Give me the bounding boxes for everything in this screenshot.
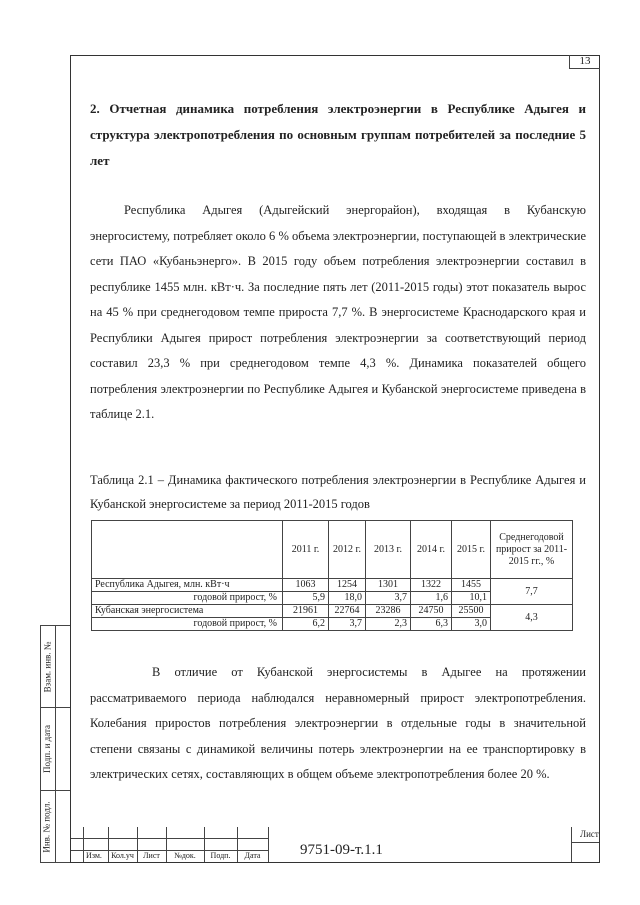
table-cell: 3,7 [366,592,411,605]
stamp-label: Изм. [86,851,102,860]
consumption-table [91,520,573,631]
table-cell: 6,2 [283,618,329,631]
table-header-row [92,521,573,579]
table-cell: 22764 [329,605,366,618]
table-cell: 1455 [452,579,491,592]
table-row [92,605,573,618]
table-header-empty [92,521,283,579]
table-header-cell: 2013 г. [366,521,411,579]
side-label-replace-inv: Взам. инв. № [42,641,52,692]
stamp-label: №док. [174,851,196,860]
row-label: Кубанская энергосистема [92,605,283,618]
table-cell: 5,9 [283,592,329,605]
stamp-label: Кол.уч [111,851,134,860]
table-cell: 1322 [411,579,452,592]
row-label: годовой прирост, % [92,618,283,631]
stamp-label: Дата [244,851,261,860]
table-caption: Таблица 2.1 – Динамика фактического потребления электроэнергии в Республике Адыгея и Кубанской энергосистеме за период 2011-2015 годов [90,473,586,511]
table-cell: 2,3 [366,618,411,631]
sheet-label: Лист [580,829,599,839]
side-label-orig-inv: Инв. № подл. [42,801,52,853]
table-cell: 3,0 [452,618,491,631]
table-cell: 1,6 [411,592,452,605]
table-cell: 6,3 [411,618,452,631]
table-cell: 21961 [283,605,329,618]
avg-growth-cell: 4,3 [491,605,573,631]
table-cell: 23286 [366,605,411,618]
table-header-cell: 2012 г. [329,521,366,579]
stamp-label: Подп. [210,851,231,860]
table-header-cell: Среднегодовой прирост за 2011-2015 гг., % [491,521,573,579]
table-cell: 18,0 [329,592,366,605]
table-header-cell: 2014 г. [411,521,452,579]
stamp-label: Лист [143,851,160,860]
table-cell: 1063 [283,579,329,592]
table-header-cell: 2011 г. [283,521,329,579]
document-code: 9751-09-т.1.1 [300,842,383,858]
page-number: 13 [569,55,600,69]
table-cell: 1301 [366,579,411,592]
paragraph-intro: Республика Адыгея (Адыгейский энергорайон), входящая в Кубанскую энергосистему, потребляет около 6 % объема электроэнергии, поступающей в электрические сети ПАО «Кубаньэнерго». В 2015 году объем потребления электроэнергии составил в республике 1455 млн. кВт·ч. За последние пять лет (2011-2015 годы) этот показатель вырос на 45 % при среднегодовом темпе прироста 7,7 %. В энергосистеме Краснодарского края и Республики Адыгея прирост потребления электроэнергии за соответствующий период составил 23,3 % при среднегодовом темпе 4,3 %. Динамика показателей общего потребления электроэнергии по Республике Адыгея и Кубанской энергосистеме приведена в таблице 2.1. [90,203,586,421]
row-label: годовой прирост, % [92,592,283,605]
table-cell: 3,7 [329,618,366,631]
avg-growth-cell: 7,7 [491,579,573,605]
table-cell: 24750 [411,605,452,618]
table-header-cell: 2015 г. [452,521,491,579]
table-row [92,579,573,592]
table-cell: 1254 [329,579,366,592]
row-label: Республика Адыгея, млн. кВт·ч [92,579,283,592]
section-heading: 2. Отчетная динамика потребления электроэнергии в Республике Адыгея и структура электропотребления по основным группам потребителей за последние 5 лет [90,101,586,168]
side-label-sign-date: Подп. и дата [42,724,52,774]
table-cell: 25500 [452,605,491,618]
table-cell: 10,1 [452,592,491,605]
paragraph-analysis: В отличие от Кубанской энергосистемы в Адыгее на протяжении рассматриваемого периода наблюдался неравномерный прирост электропотребления. Колебания приростов потребления электроэнергии в отдельные годы в значительной степени связаны с динамикой величины потерь электроэнергии на ее транспортировку в электрических сетях, составляющих в общем объеме электропотребления более 20 %. [90,665,586,781]
